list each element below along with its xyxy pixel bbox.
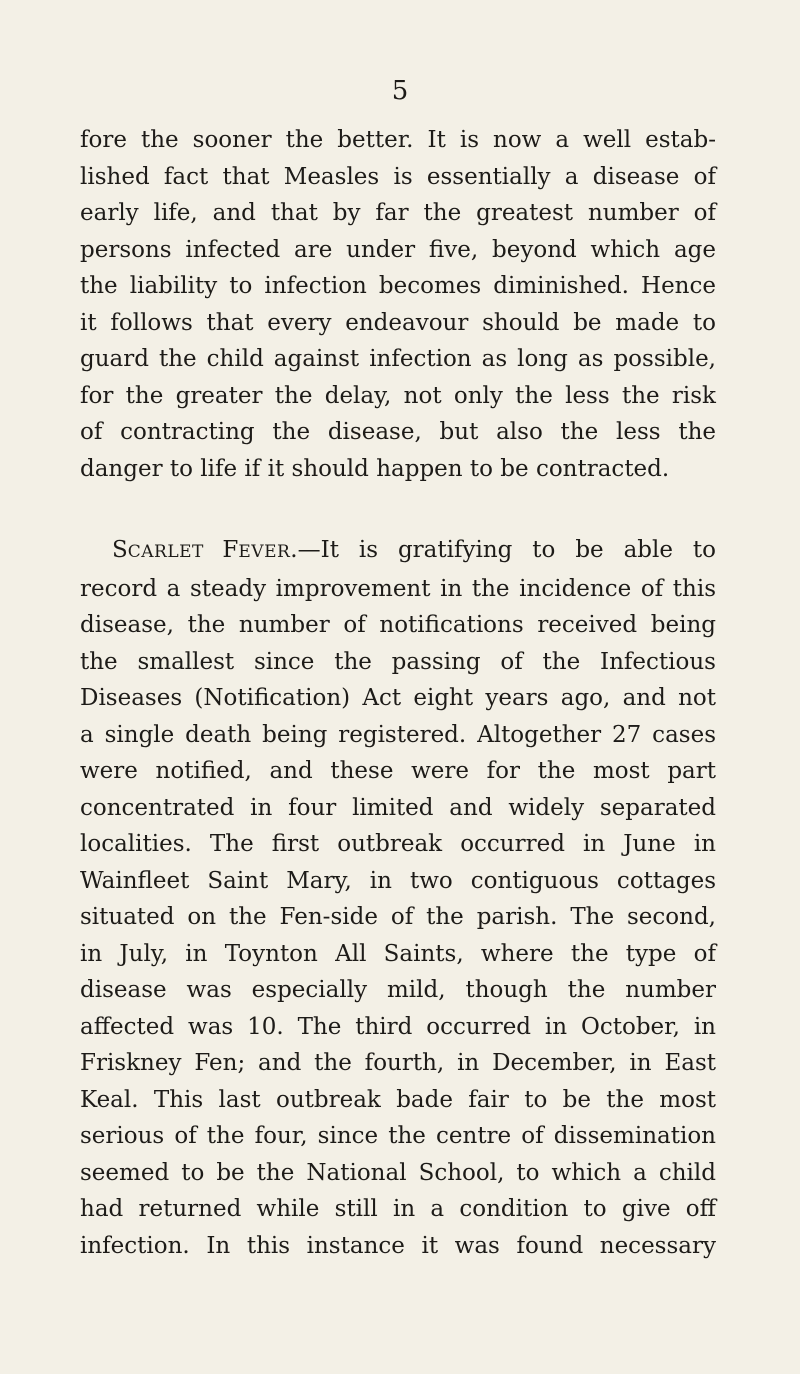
text-line: disease was especially mild, though the number xyxy=(80,977,716,1003)
section-heading: SCARLET FEVER. xyxy=(112,537,298,563)
text-line: disease, the number of notifications received being xyxy=(80,612,716,638)
text-line: early life, and that by far the greatest number of xyxy=(80,200,716,226)
text-line: concentrated in four limited and widely separated xyxy=(80,794,716,821)
text-line: Diseases (Notification) Act eight years ago, and not xyxy=(80,685,716,711)
text-line: affected was 10. The third occurred in October, in xyxy=(80,1013,716,1040)
text-line: a single death being registered. Altogether 27 cases xyxy=(80,721,716,748)
text-line: Keal. This last outbreak bade fair to be the most xyxy=(80,1086,716,1113)
text-line: infection. In this instance it was found necessary xyxy=(80,1232,716,1259)
text-line: serious of the four, since the centre of dissemination xyxy=(80,1123,716,1149)
text-line: persons infected are under five, beyond which age xyxy=(80,236,716,263)
page-number: 5 xyxy=(391,76,409,106)
text-line: the liability to infection becomes diminished. Hence xyxy=(80,273,716,299)
text-line: danger to life if it should happen to be contracted. xyxy=(80,455,670,482)
text-line: guard the child against infection as long as possible, xyxy=(80,346,716,372)
section-first-line xyxy=(80,532,716,571)
text-line: for the greater the delay, not only the less the risk xyxy=(80,382,716,409)
text-line: seemed to be the National School, to which a child xyxy=(80,1159,716,1186)
text-line: Wainfleet Saint Mary, in two contiguous cottages xyxy=(80,867,716,894)
text-line: of contracting the disease, but also the less the xyxy=(80,419,716,445)
text-line: Friskney Fen; and the fourth, in December, in East xyxy=(80,1050,716,1076)
text-line: localities. The first outbreak occurred in June in xyxy=(80,831,716,857)
first-line-text: —It is gratifying to be able to xyxy=(297,537,717,563)
paragraph-measles-conclusion xyxy=(80,122,716,487)
text-line: were notified, and these were for the most part xyxy=(80,758,716,784)
text-line: fore the sooner the better. It is now a well estab- xyxy=(80,127,716,153)
text-line: had returned while still in a condition to give off xyxy=(80,1196,716,1222)
text-line: situated on the Fen-side of the parish. The second, xyxy=(80,904,716,930)
text-line: lished fact that Measles is essentially a disease of xyxy=(80,163,716,190)
paragraph-scarlet-fever xyxy=(80,532,716,1264)
text-line: the smallest since the passing of the Infectious xyxy=(80,648,716,675)
text-line: record a steady improvement in the incidence of this xyxy=(80,575,716,602)
text-line: it follows that every endeavour should be made to xyxy=(80,309,716,336)
text-line: in July, in Toynton All Saints, where the type of xyxy=(80,940,716,967)
